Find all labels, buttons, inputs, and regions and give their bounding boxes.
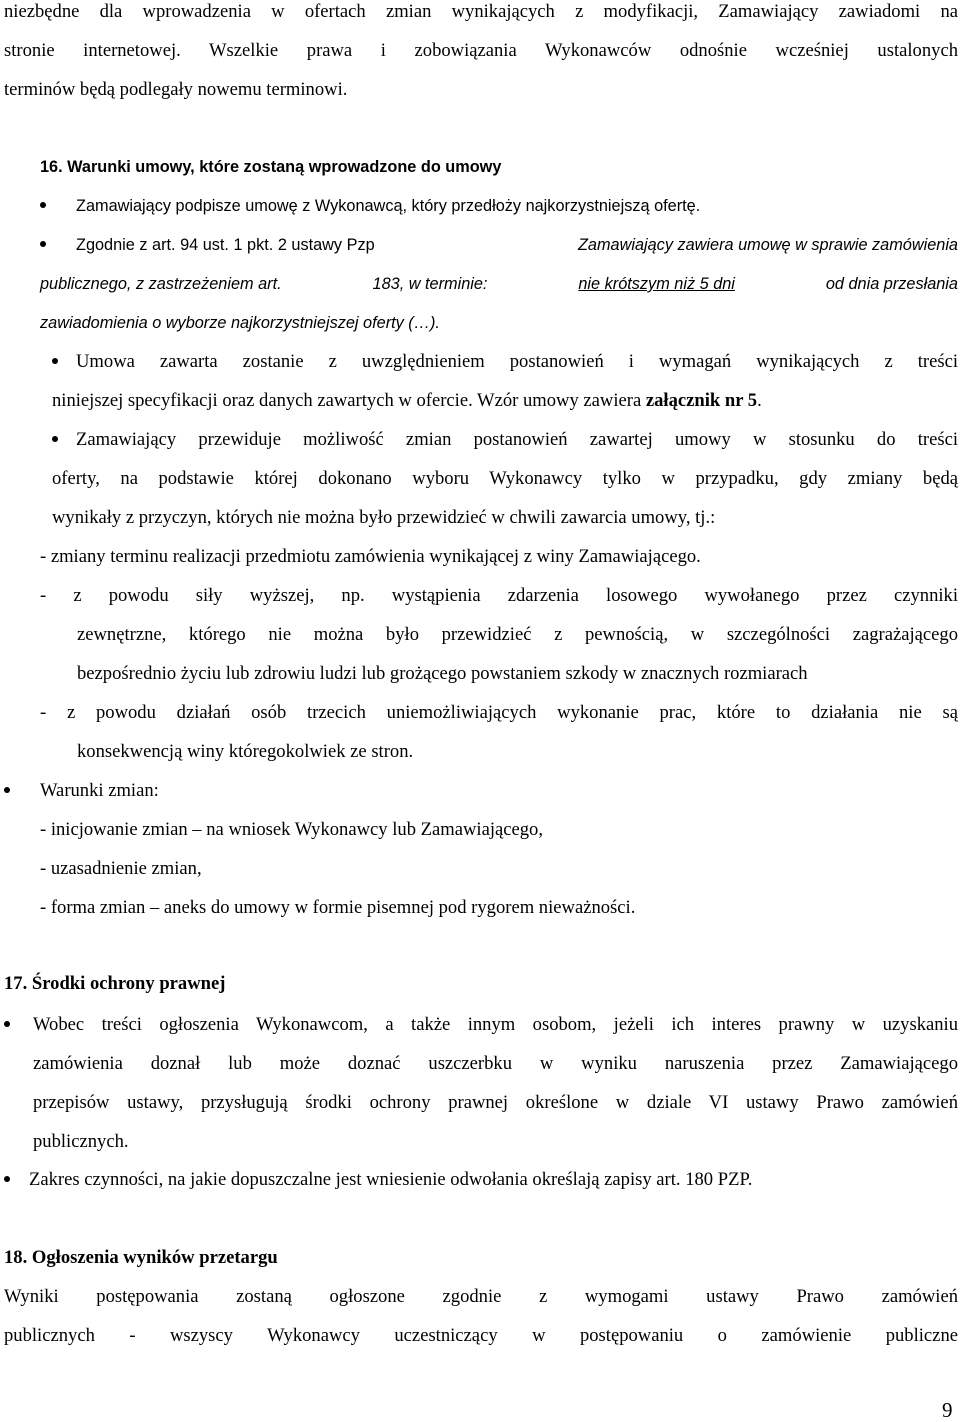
- bullet-icon: [4, 1021, 10, 1027]
- dash-item-3-line-2: konsekwencją winy któregokolwiek ze stron.: [77, 741, 414, 762]
- s16-bullet-3-line-2: [52, 389, 762, 413]
- s16-bullet-2-line-3: zawiadomienia o wyborze najkorzystniejszej oferty (…).: [40, 314, 440, 332]
- intro-line-2: stronie internetowej. Wszelkie prawa i zobowiązania Wykonawców odnośnie wcześniej ustalonych: [4, 40, 958, 61]
- s17-bullet-1-line-1: Wobec treści ogłoszenia Wykonawcom, a także innym osobom, jeżeli ich interes prawny w uzyskaniu: [33, 1014, 958, 1035]
- s16-bullet-1: Zamawiający podpisze umowę z Wykonawcą, który przedłoży najkorzystniejszą ofertę.: [76, 197, 701, 215]
- intro-line-3: terminów będą podlegały nowemu terminowi.: [4, 79, 348, 100]
- condition-2: - uzasadnienie zmian,: [40, 858, 202, 879]
- condition-1: - inicjowanie zmian – na wniosek Wykonawcy lub Zamawiającego,: [40, 819, 543, 840]
- conditions-label: Warunki zmian:: [40, 780, 159, 801]
- s16-bullet-4-line-3: wynikały z przyczyn, których nie można było przewidzieć w chwili zawarcia umowy, tj.:: [52, 507, 716, 528]
- bullet-icon: [52, 436, 58, 442]
- page-number: 9: [942, 1398, 953, 1422]
- section-18-heading: 18. Ogłoszenia wyników przetargu: [4, 1247, 278, 1268]
- intro-line-1: niezbędne dla wprowadzenia w ofertach zmian wynikających z modyfikacji, Zamawiający zawiadomi na: [4, 1, 958, 22]
- s16-bullet-2-text: publicznego, z zastrzeżeniem art.: [40, 275, 282, 293]
- s16-bullet-4-line-1: Zamawiający przewiduje możliwość zmian postanowień zawartej umowy w stosunku do treści: [76, 429, 958, 450]
- s17-bullet-1-line-3: przepisów ustawy, przysługują środki ochrony prawnej określone w dziale VI ustawy Prawo zamówień: [33, 1092, 958, 1113]
- s16-bullet-2-line-1: [76, 233, 958, 257]
- section-16-heading: 16. Warunki umowy, które zostaną wprowadzone do umowy: [40, 158, 502, 176]
- dash-item-2-line-3: bezpośrednio życiu lub zdrowiu ludzi lub grożącego powstaniem szkody w znacznych rozmiarach: [77, 663, 808, 684]
- dash-item-2-line-1: - z powodu siły wyższej, np. wystąpienia zdarzenia losowego wywołanego przez czynniki: [40, 585, 958, 606]
- s16-bullet-2-underlined: nie krótszym niż 5 dni: [578, 275, 735, 293]
- s17-bullet-1-line-4: publicznych.: [33, 1131, 129, 1152]
- s16-bullet-2-line-2: [40, 272, 958, 296]
- dash-item-1: - zmiany terminu realizacji przedmiotu zamówienia wynikającej z winy Zamawiającego.: [40, 546, 701, 567]
- s16-bullet-4-line-2: oferty, na podstawie której dokonano wyboru Wykonawcy tylko w przypadku, gdy zmiany będą: [52, 468, 958, 489]
- s17-bullet-1-line-2: zamówienia doznał lub może doznać uszczerbku w wyniku naruszenia przez Zamawiającego: [33, 1053, 958, 1074]
- period: .: [757, 390, 762, 411]
- dash-item-3-line-1: - z powodu działań osób trzecich uniemożliwiających wykonanie prac, które to działania nie są: [40, 702, 958, 723]
- s16-bullet-2-text: 183, w terminie:: [372, 275, 488, 293]
- bullet-icon: [52, 358, 58, 364]
- condition-3: - forma zmian – aneks do umowy w formie pisemnej pod rygorem nieważności.: [40, 897, 636, 918]
- dash-item-2-line-2: zewnętrzne, którego nie można było przewidzieć z pewnością, w szczególności zagrażającego: [77, 624, 958, 645]
- s16-bullet-2-italic: Zamawiający zawiera umowę w sprawie zamówienia: [577, 236, 958, 254]
- s17-bullet-2: Zakres czynności, na jakie dopuszczalne jest wniesienie odwołania określają zapisy art. 180 PZP.: [29, 1169, 753, 1190]
- attachment-reference: załącznik nr 5: [645, 390, 758, 411]
- bullet-icon: [4, 1176, 10, 1182]
- bullet-icon: [40, 241, 46, 247]
- bullet-icon: [4, 787, 10, 793]
- s16-bullet-3-text: niniejszej specyfikacji oraz danych zawartych w ofercie. Wzór umowy zawiera: [52, 390, 642, 411]
- s18-line-2: publicznych - wszyscy Wykonawcy uczestniczący w postępowaniu o zamówienie publiczne: [4, 1325, 958, 1346]
- bullet-icon: [40, 202, 46, 208]
- s18-line-1: Wyniki postępowania zostaną ogłoszone zgodnie z wymogami ustawy Prawo zamówień: [4, 1286, 958, 1307]
- s16-bullet-3-line-1: Umowa zawarta zostanie z uwzględnieniem postanowień i wymagań wynikających z treści: [76, 351, 958, 372]
- s16-bullet-2-text: Zgodnie z art. 94 ust. 1 pkt. 2 ustawy Pzp: [76, 236, 375, 254]
- section-17-heading: 17. Środki ochrony prawnej: [4, 973, 226, 994]
- s16-bullet-2-text: od dnia przesłania: [825, 275, 958, 293]
